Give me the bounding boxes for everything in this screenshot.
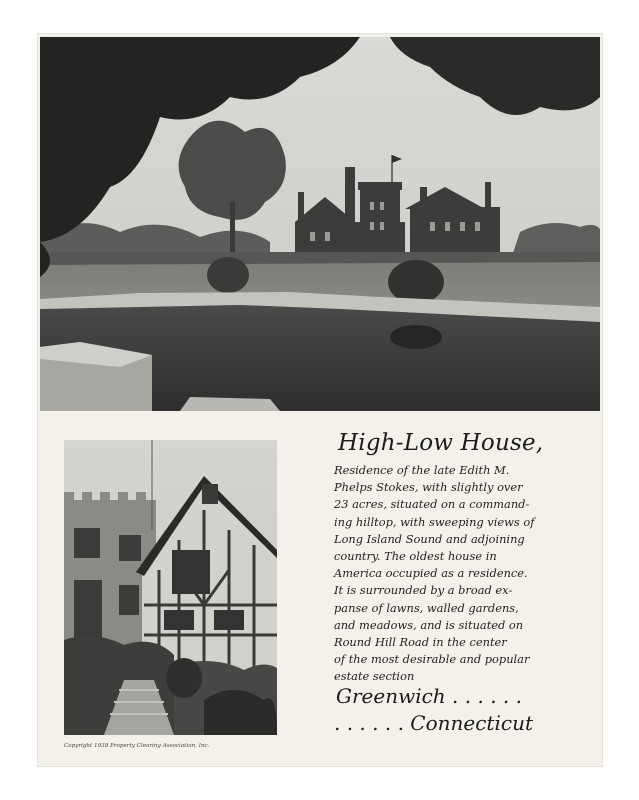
property-title: High-Low House,: [338, 430, 544, 456]
description-line: 23 acres, situated on a command-: [334, 497, 530, 512]
description-line: of the most desirable and popular: [334, 652, 530, 667]
copyright-notice: Copyright 1938 Property Clearing Association, Inc.: [64, 743, 210, 749]
description-line: It is surrounded by a broad ex-: [334, 583, 513, 598]
description-line: and meadows, and is situated on: [334, 617, 524, 632]
description-line: estate section: [334, 669, 415, 684]
description-line: Residence of the late Edith M.: [334, 463, 510, 477]
estate-pool-photo: [40, 37, 600, 411]
description-line: country. The oldest house in: [334, 549, 497, 564]
description-line: Round Hill Road in the center: [334, 635, 507, 650]
tudor-wing-photo: [64, 440, 277, 735]
location-state: . . . . . . Connecticut: [334, 711, 533, 735]
location-town: Greenwich . . . . . .: [336, 684, 522, 708]
description-line: ing hilltop, with sweeping views of: [334, 514, 535, 529]
description-line: America occupied as a residence.: [334, 566, 528, 581]
description-line: Long Island Sound and adjoining: [334, 531, 525, 546]
description-line: panse of lawns, walled gardens,: [334, 600, 519, 615]
description-line: Phelps Stokes, with slightly over: [334, 480, 523, 495]
property-description: [334, 462, 550, 686]
